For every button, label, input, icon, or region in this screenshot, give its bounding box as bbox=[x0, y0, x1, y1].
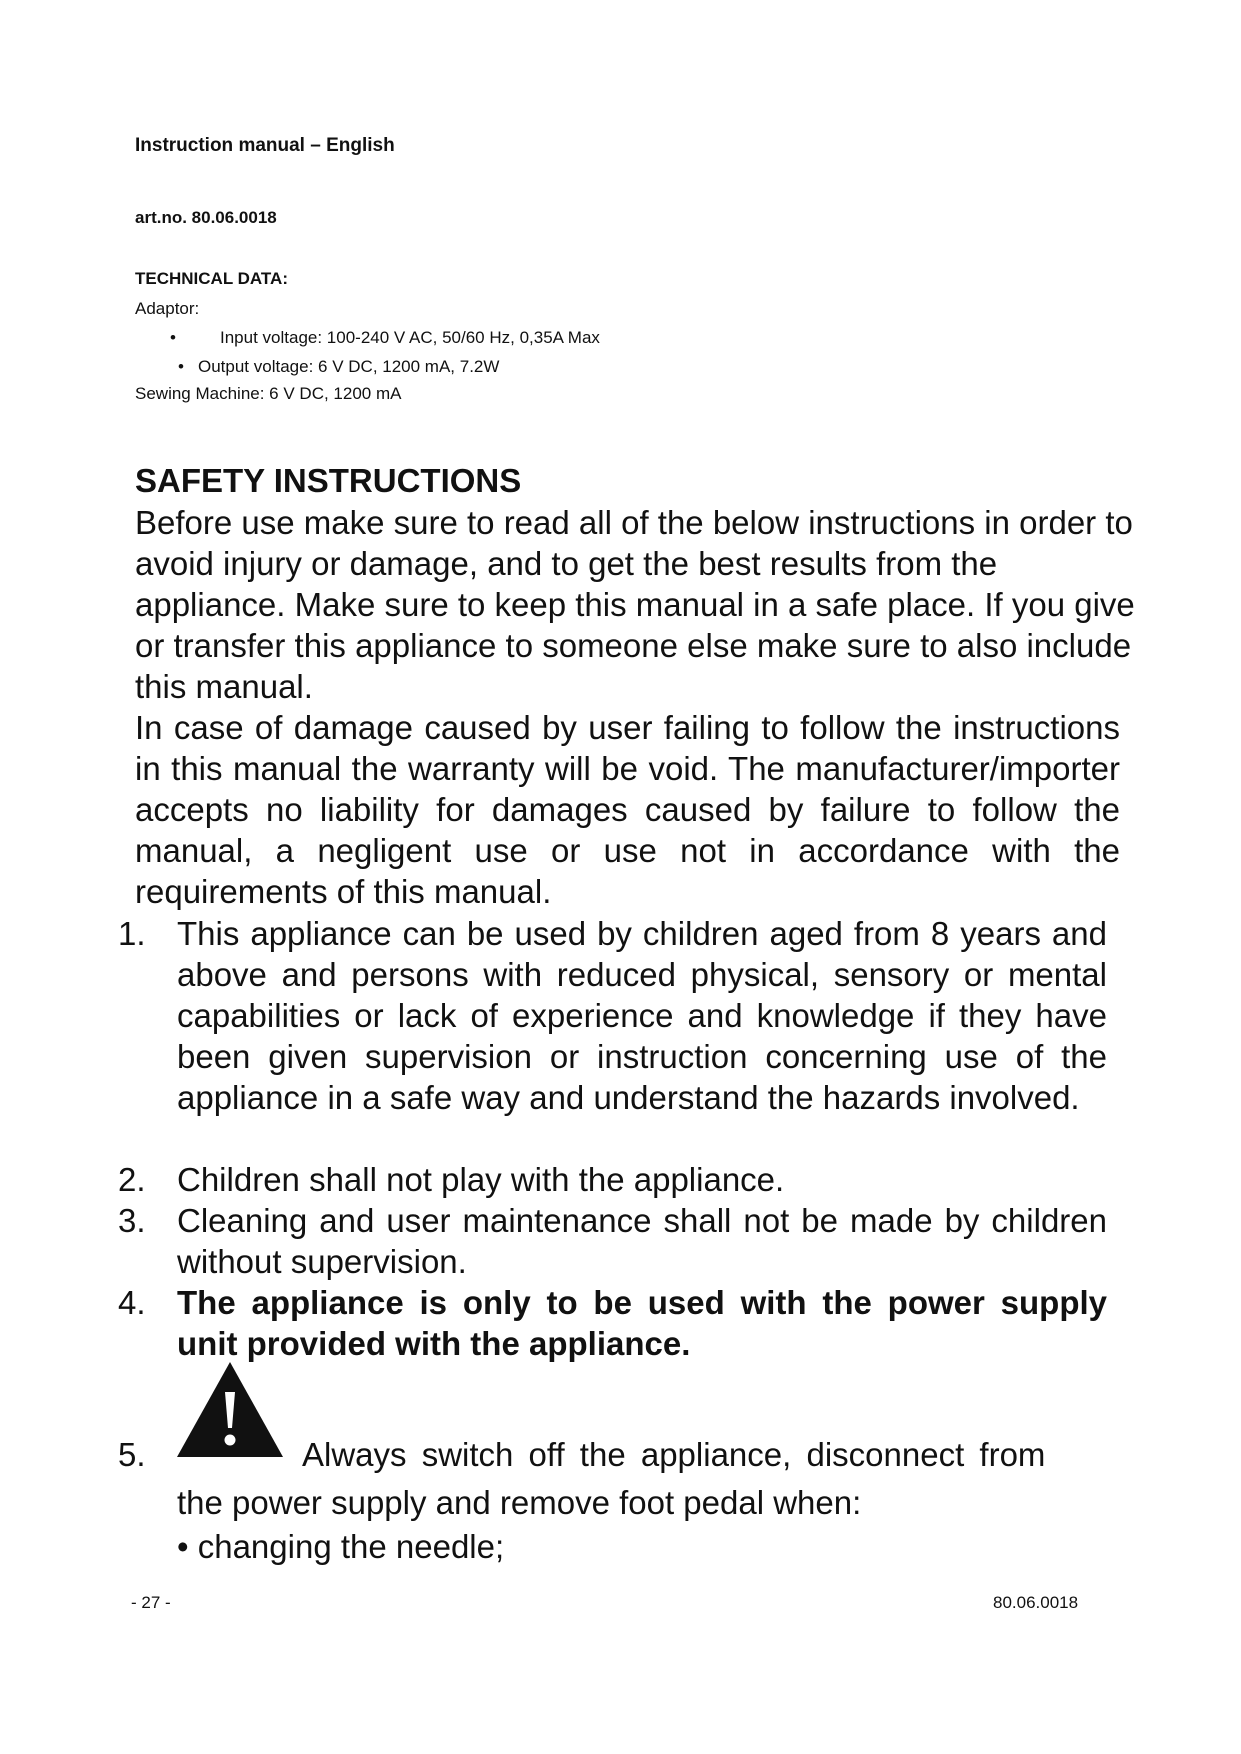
input-voltage-item bbox=[170, 328, 600, 348]
list-number: 1. bbox=[118, 915, 146, 952]
list-item-text: Cleaning and user maintenance shall not be made by children without supervision. bbox=[177, 1202, 1107, 1280]
sub-bullet-item: • changing the needle; bbox=[177, 1528, 505, 1565]
bullet-icon: • bbox=[170, 328, 176, 347]
sewing-machine-spec: Sewing Machine: 6 V DC, 1200 mA bbox=[135, 384, 402, 403]
list-number: 3. bbox=[118, 1202, 146, 1239]
list-item-text: Always switch off the appliance, disconnect from bbox=[302, 1436, 1046, 1473]
output-voltage-text: Output voltage: 6 V DC, 1200 mA, 7.2W bbox=[198, 357, 500, 376]
input-voltage-text: Input voltage: 100-240 V AC, 50/60 Hz, 0,35A Max bbox=[220, 328, 600, 347]
list-item bbox=[118, 1159, 1118, 1200]
technical-data-heading: TECHNICAL DATA: bbox=[135, 269, 288, 288]
intro-paragraph: Before use make sure to read all of the below instructions in order to avoid injury or damage, and to get the best results from the appliance. Make sure to keep this manual in a safe place. If you give or transfer this appliance to someone else make sure to also include this manual. bbox=[135, 504, 1135, 705]
adaptor-label: Adaptor: bbox=[135, 299, 200, 318]
list-number: 4. bbox=[118, 1284, 146, 1321]
list-item bbox=[118, 1282, 1118, 1364]
warning-triangle-icon bbox=[175, 1360, 285, 1460]
list-item-text-continued: the power supply and remove foot pedal when: bbox=[177, 1484, 862, 1521]
list-number: 2. bbox=[118, 1161, 146, 1198]
article-number: art.no. 80.06.0018 bbox=[135, 208, 277, 227]
list-item-text: The appliance is only to be used with the power supply unit provided with the appliance. bbox=[177, 1284, 1107, 1362]
footer-article-number: 80.06.0018 bbox=[993, 1593, 1079, 1612]
page-number: - 27 - bbox=[131, 1593, 171, 1612]
safety-heading: SAFETY INSTRUCTIONS bbox=[135, 462, 522, 499]
damage-paragraph: In case of damage caused by user failing to follow the instructions in this manual the warranty will be void. The manufacturer/importer accepts no liability for damages caused by failure to follow the manual, a negligent use or use not in accordance with the requirements of this manual. bbox=[135, 709, 1120, 910]
output-voltage-item bbox=[178, 357, 499, 377]
manual-title: Instruction manual – English bbox=[135, 135, 395, 156]
list-number: 5. bbox=[118, 1436, 146, 1473]
list-item bbox=[118, 913, 1118, 1118]
list-item-text: Children shall not play with the appliance. bbox=[177, 1161, 785, 1198]
list-item-text: This appliance can be used by children aged from 8 years and above and persons with reduced physical, sensory or mental capabilities or lack of experience and knowledge if they have been given supervision or instruction concerning use of the appliance in a safe way and understand the hazards involved. bbox=[177, 915, 1107, 1116]
bullet-icon: • bbox=[178, 357, 184, 376]
list-item bbox=[118, 1200, 1118, 1282]
